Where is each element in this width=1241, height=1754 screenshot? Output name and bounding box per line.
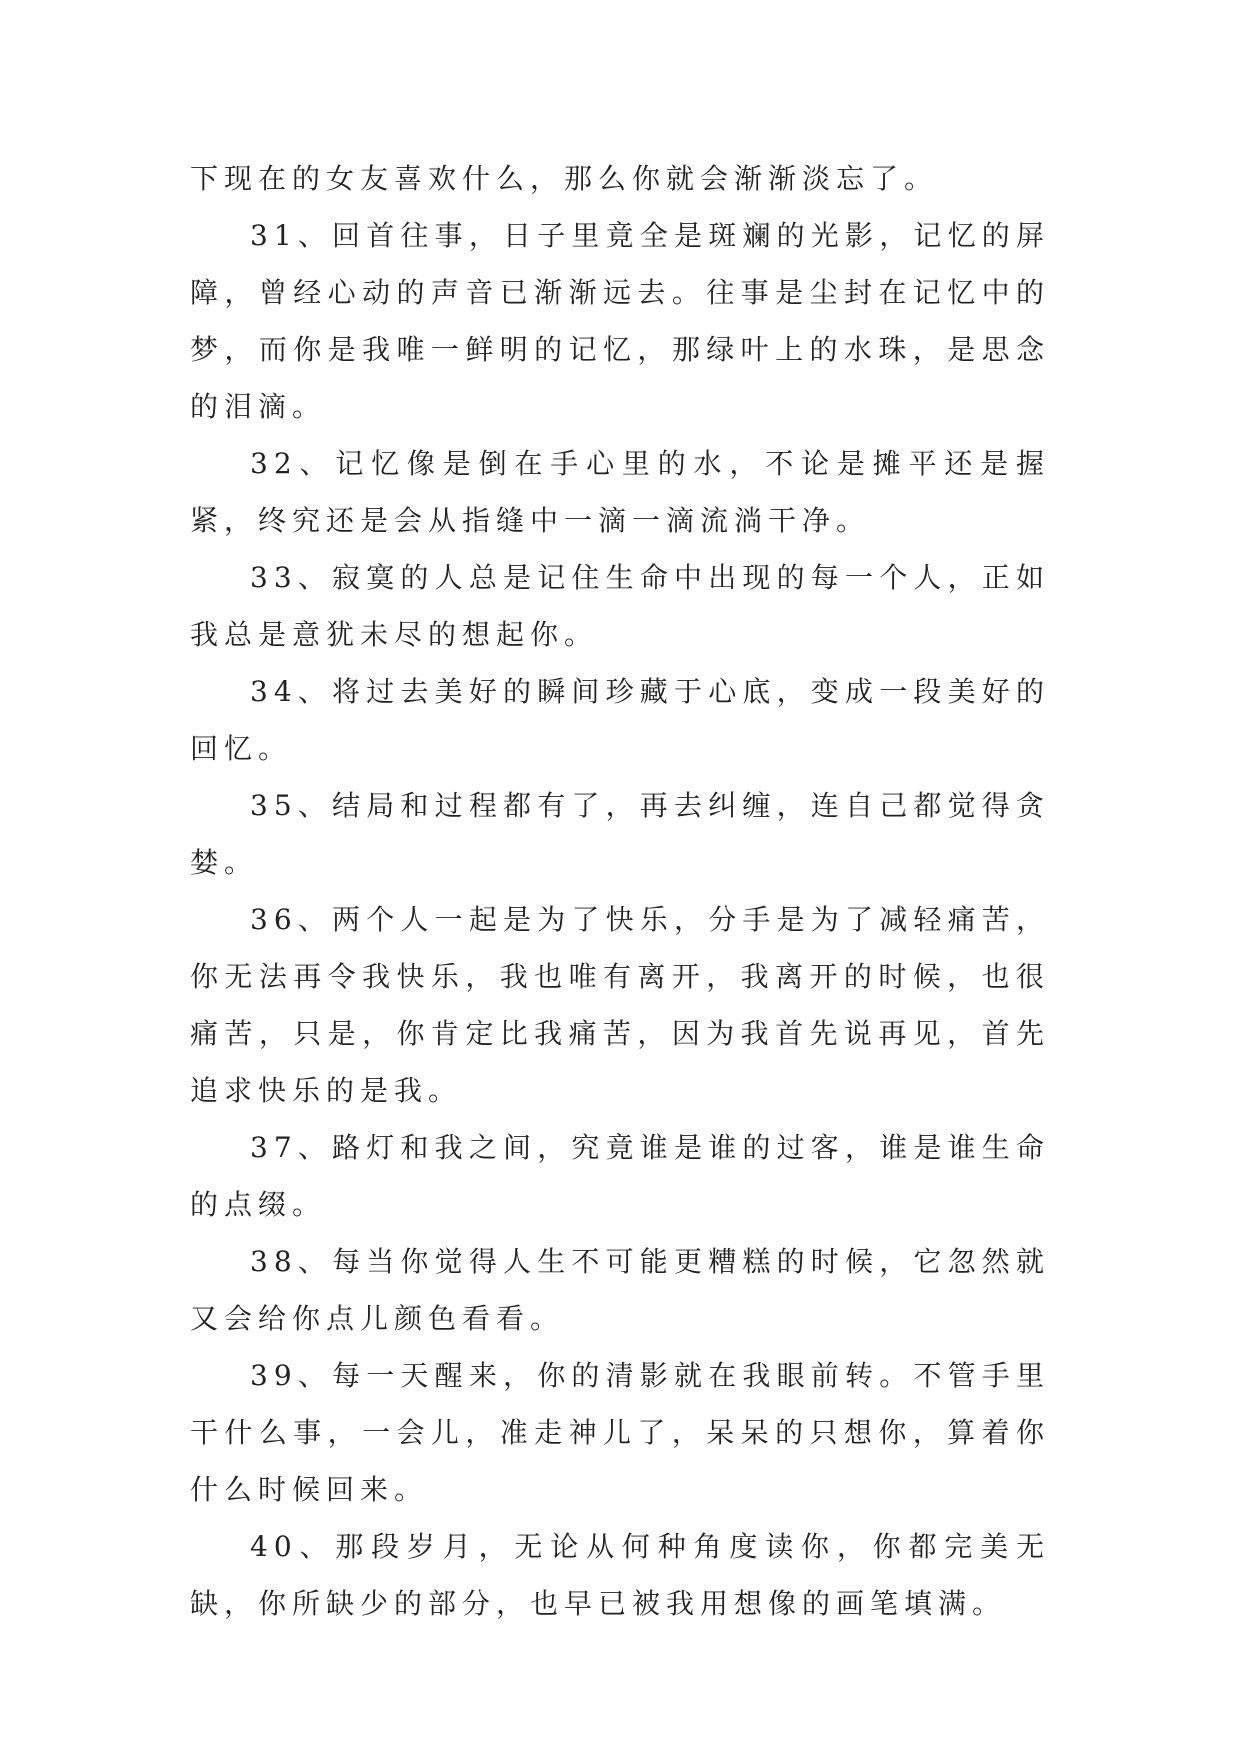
paragraph-37: 37、路灯和我之间，究竟谁是谁的过客，谁是谁生命的点缀。 xyxy=(190,1131,1050,1221)
paragraph-32: 32、记忆像是倒在手心里的水，不论是摊平还是握紧，终究还是会从指缝中一滴一滴流淌干净。 xyxy=(190,447,1050,537)
paragraph-36: 36、两个人一起是为了快乐，分手是为了减轻痛苦，你无法再令我快乐，我也唯有离开，我离开的时候，也很痛苦，只是，你肯定比我痛苦，因为我首先说再见，首先追求快乐的是我。 xyxy=(190,903,1050,1107)
paragraph-31: 31、回首往事，日子里竟全是斑斓的光影，记忆的屏障，曾经心动的声音已渐渐远去。往事是尘封在记忆中的梦，而你是我唯一鲜明的记忆，那绿叶上的水珠，是思念的泪滴。 xyxy=(190,219,1050,423)
paragraph-34: 34、将过去美好的瞬间珍藏于心底，变成一段美好的回忆。 xyxy=(190,675,1050,765)
paragraph-38: 38、每当你觉得人生不可能更糟糕的时候，它忽然就又会给你点儿颜色看看。 xyxy=(190,1245,1050,1335)
paragraph-continuation: 下现在的女友喜欢什么，那么你就会渐渐淡忘了。 xyxy=(190,162,939,195)
paragraph-40: 40、那段岁月，无论从何种角度读你，你都完美无缺，你所缺少的部分，也早已被我用想像的画笔填满。 xyxy=(190,1530,1050,1620)
document-body xyxy=(190,150,1050,1632)
paragraph-33: 33、寂寞的人总是记住生命中出现的每一个人，正如我总是意犹未尽的想起你。 xyxy=(190,561,1050,651)
paragraph-39: 39、每一天醒来，你的清影就在我眼前转。不管手里干什么事，一会儿，准走神儿了，呆呆的只想你，算着你什么时候回来。 xyxy=(190,1359,1050,1506)
paragraph-35: 35、结局和过程都有了，再去纠缠，连自己都觉得贪婪。 xyxy=(190,789,1050,879)
